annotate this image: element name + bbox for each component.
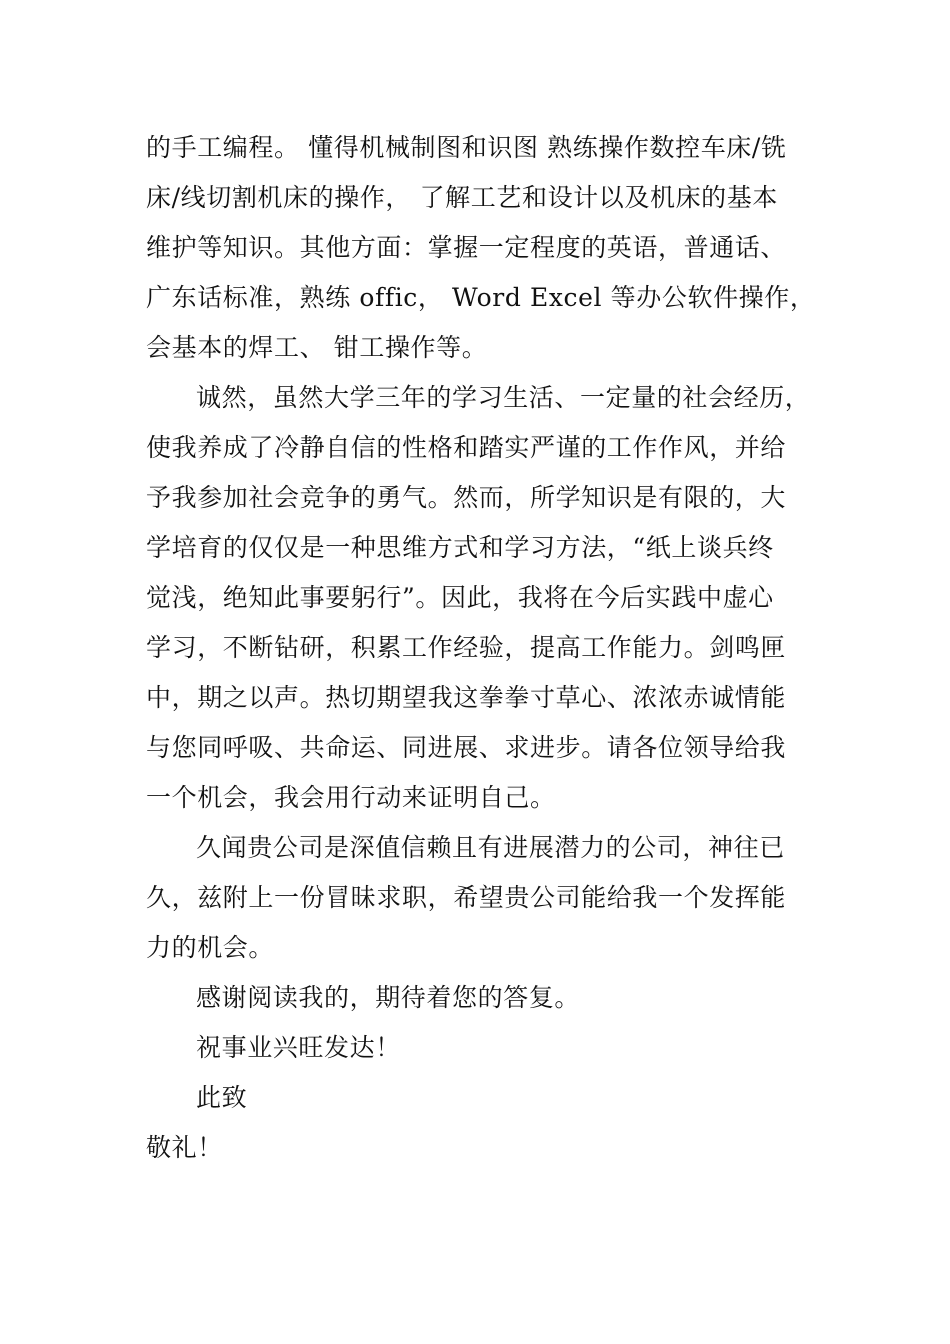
text-line-7: 使我养成了冷静自信的性格和踏实严谨的工作作风，并给: [146, 433, 787, 462]
text-line-14: 一个机会，我会用行动来证明自己。: [146, 783, 556, 812]
text-line-10: 觉浅，绝知此事要躬行”。因此，我将在今后实践中虚心: [146, 583, 774, 612]
text-line-16: 久，兹附上一份冒昧求职，希望贵公司能给我一个发挥能: [146, 883, 787, 912]
text-line-5: 会基本的焊工、 钳工操作等。: [146, 333, 488, 362]
text-line-4: 广东话标准，熟练 offic， Word Excel 等办公软件操作，: [146, 283, 816, 312]
text-line-15: 久闻贵公司是深值信赖且有进展潜力的公司，神往已: [196, 833, 785, 862]
text-line-21: 敬礼！: [146, 1133, 223, 1162]
text-line-6: 诚然，虽然大学三年的学习生活、一定量的社会经历，: [196, 383, 811, 412]
text-line-8: 予我参加社会竞争的勇气。然而，所学知识是有限的，大: [146, 483, 787, 512]
text-line-3: 维护等知识。其他方面：掌握一定程度的英语，普通话、: [146, 233, 787, 262]
text-line-20: 此致: [196, 1083, 248, 1112]
text-line-18: 感谢阅读我的，期待着您的答复。: [196, 983, 581, 1012]
text-line-9: 学培育的仅仅是一种思维方式和学习方法，“纸上谈兵终: [146, 533, 774, 562]
text-line-1: 的手工编程。 懂得机械制图和识图 熟练操作数控车床/铣: [146, 133, 787, 162]
text-line-13: 与您同呼吸、共命运、同进展、求进步。请各位领导给我: [146, 733, 787, 762]
text-line-17: 力的机会。: [146, 933, 275, 962]
text-line-11: 学习，不断钻研，积累工作经验，提高工作能力。剑鸣匣: [146, 633, 787, 662]
text-line-12: 中，期之以声。热切期望我这拳拳寸草心、浓浓赤诚情能: [146, 683, 787, 712]
text-line-2: 床/线切割机床的操作， 了解工艺和设计以及机床的基本: [146, 183, 778, 212]
text-line-19: 祝事业兴旺发达！: [196, 1033, 401, 1062]
